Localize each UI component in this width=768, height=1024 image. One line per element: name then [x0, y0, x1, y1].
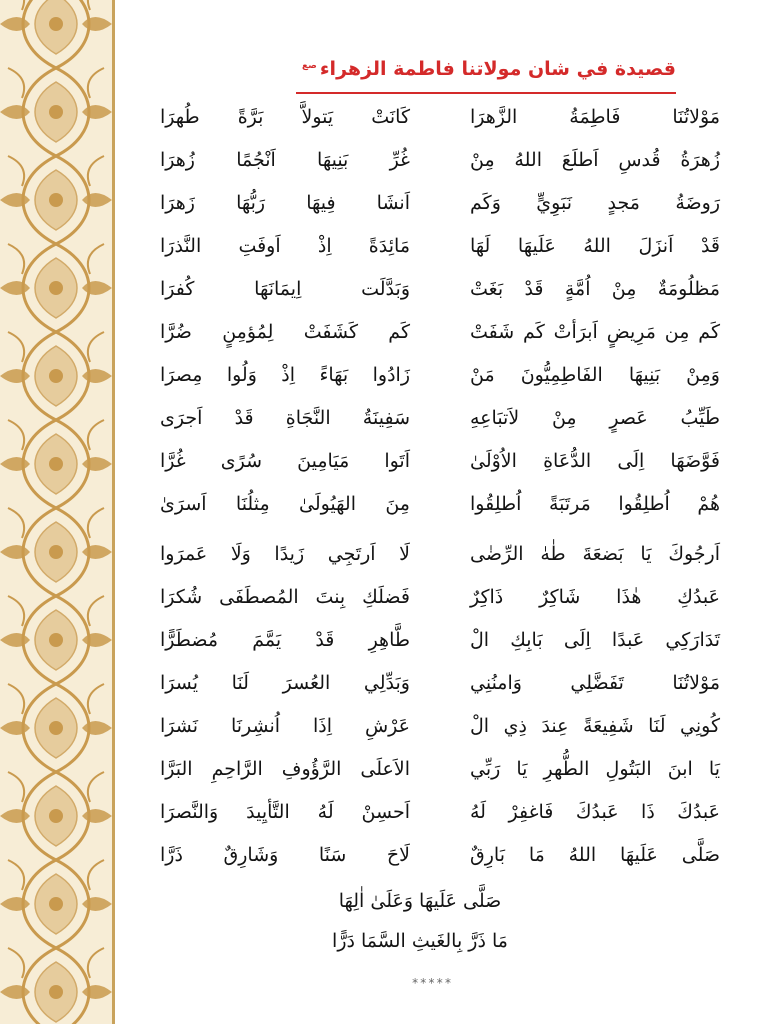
verse-line [160, 272, 720, 312]
verse-first-hemistich: صَلَّى عَلَيهَا اللهُ مَا بَارِقٌ [470, 844, 720, 866]
verse-first-hemistich: يَا ابنَ البَتُولِ الطُّهرِ يَا رَبِّي [470, 758, 720, 780]
verse-first-hemistich: وَمِنْ بَنِيهَا الفَاطِمِيُّونَ مَنْ [470, 364, 720, 386]
verse-line [160, 537, 720, 577]
verse-first-hemistich: قَدْ اَنزَلَ اللهُ عَلَيهَا لَهَا [470, 235, 720, 257]
closing-line-1: صَلَّى عَلَيهَا وَعَلَىٰ اٰلِهَا [338, 890, 502, 912]
verse-first-hemistich: زُهرَةُ قُدسِ اَطلَعَ اللهُ مِنْ [470, 149, 720, 171]
verse-second-hemistich: عَرْشِ اِذَا اُنشِرنَا نَشرَا [160, 715, 410, 737]
end-mark: ***** [411, 976, 453, 990]
verse-line [160, 186, 720, 226]
verse-line [160, 709, 720, 749]
verse-line [160, 401, 720, 441]
verse-first-hemistich: طَيِّبُ عَصرٍ مِنْ لاَتبَاعِهِ [470, 407, 720, 429]
verse-first-hemistich: عَبدُكِ هٰذَا شَاكِرٌ ذَاكِرٌ [470, 586, 720, 608]
verse-line [160, 487, 720, 527]
verse-first-hemistich: تَدَارَكِي عَبدًا اِلَى بَابِكِ الْ [470, 629, 720, 651]
poem-title-superscript: صع [301, 60, 317, 71]
verse-second-hemistich: اَتَوا مَيَامِينَ سُرًى غُرَّا [160, 450, 410, 472]
verse-line [160, 315, 720, 355]
verse-line [160, 444, 720, 484]
verse-second-hemistich: طَّاهِرِ قَدْ يَمَّمَ مُضطَرًّا [160, 629, 410, 651]
verse-line [160, 838, 720, 878]
verse-line [160, 623, 720, 663]
verse-first-hemistich: فَوَّضَهَا اِلَى الدُّعَاةِ الاُوْلَىٰ [470, 450, 720, 472]
verse-first-hemistich: مَظلُومَةٌ مِنْ اُمَّةٍ قَدْ بَغَتْ [470, 278, 720, 300]
verse-second-hemistich: لَا اَرتَجِي زَيدًا وَلَا عَمرَوا [160, 543, 410, 565]
verse-first-hemistich: كَم مِن مَرِيضٍ اَبرَأتْ كَم شَفَتْ [470, 321, 720, 343]
verse-first-hemistich: كُونِي لَنَا شَفِيعَةً عِندَ ذِي الْ [470, 715, 720, 737]
verse-first-hemistich: مَوْلاتُنَا فَاطِمَةُ الزَّهرَا [470, 106, 720, 128]
verse-first-hemistich: اَرجُوكَ يَا بَضعَةَ طٰهٰ الرِّضٰى [470, 543, 720, 565]
verse-second-hemistich: وَبَدَّلَت اِيمَانَهَا كُفرَا [160, 278, 410, 300]
arabesque-pattern [0, 0, 112, 1024]
poem-page [120, 0, 768, 1024]
verse-second-hemistich: زَادُوا بَهَاءً اِذْ وَلُوا مِصرَا [160, 364, 410, 386]
verse-second-hemistich: غُرِّ بَنِيهَا اَنْجُمًا زُهرَا [160, 149, 410, 171]
verse-second-hemistich: كَم كَشَفَتْ لِمُؤمِنٍ ضُرَّا [160, 321, 410, 343]
verse-second-hemistich: فَضلَكِ بِنتَ المُصطَفَى شُكرَا [160, 586, 410, 608]
verse-first-hemistich: عَبدُكَ ذَا عَبدُكَ فَاغفِرْ لَهُ [470, 801, 720, 823]
verse-second-hemistich: اَحسِنْ لَهُ التَّأيِيدَ وَالنَّصرَا [160, 801, 410, 823]
verse-second-hemistich: سَفِينَةُ النَّجَاةِ قَدْ اَجرَى [160, 407, 410, 429]
verse-second-hemistich: اَنشَا فِيهَا رَبُّهَا زَهرَا [160, 192, 410, 214]
verse-line [160, 666, 720, 706]
verse-line [160, 229, 720, 269]
decorative-border [0, 0, 115, 1024]
verse-second-hemistich: وَبَدِّلِي العُسرَ لَنَا يُسرَا [160, 672, 410, 694]
verse-first-hemistich: مَوْلاتُنَا تَفَضَّلِي وَامنُنِي [470, 672, 720, 694]
poem-title [302, 58, 676, 80]
title-underline [296, 92, 676, 94]
verse-second-hemistich: مِنَ الهَيُولَىٰ مِثلُنَا اَسرَىٰ [160, 493, 410, 515]
verse-second-hemistich: مَائِدَةً اِذْ اَوفَتِ النَّذرَا [160, 235, 410, 257]
poem-title-text: قصيدة في شان مولاتنا فاطمة الزهراء [319, 58, 676, 80]
verse-line [160, 580, 720, 620]
verse-line [160, 795, 720, 835]
closing-line-2: مَا ذَرَّ بِالغَيثِ السَّمَا دَرًّا [332, 930, 508, 952]
verse-second-hemistich: لَاحَ سَنًا وَشَارِقٌ ذَرَّا [160, 844, 410, 866]
verse-line [160, 752, 720, 792]
verse-first-hemistich: رَوضَةُ مَجدٍ نَبَوِيٍّ وَكَم [470, 192, 720, 214]
verse-line [160, 100, 720, 140]
verse-line [160, 143, 720, 183]
verse-second-hemistich: الاَعلَى الرَّؤُوفِ الرَّاحِمِ البَرَّا [160, 758, 410, 780]
verse-second-hemistich: كَانَتْ يَتولاَّ بَرَّةً طُهرَا [160, 106, 410, 128]
verse-first-hemistich: هُمْ اُطلِقُوا مَرتَبَةً اُطلِقُوا [470, 493, 720, 515]
verse-line [160, 358, 720, 398]
